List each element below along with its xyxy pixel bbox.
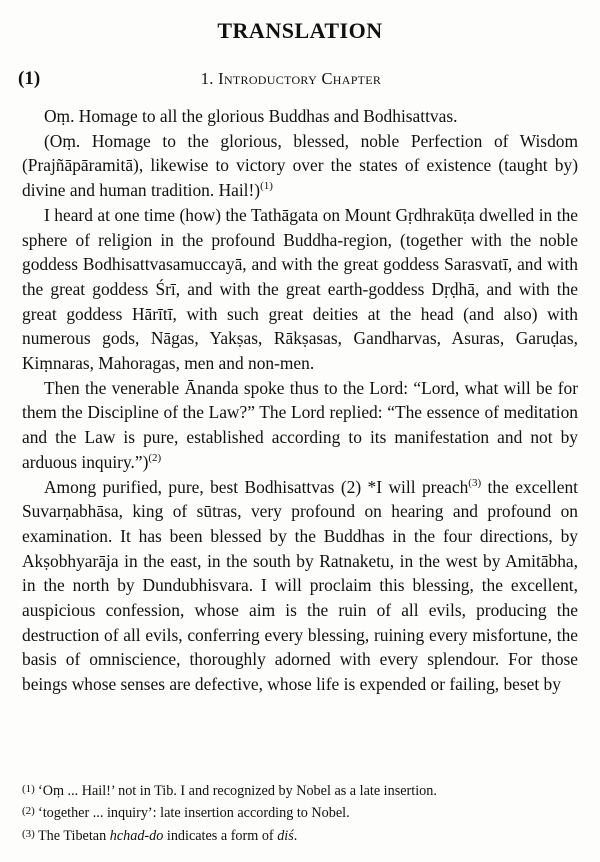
chapter-heading: 1. Introductory Chapter (200, 69, 382, 88)
paragraph-3: I heard at one time (how) the Tathāgata on Mount Gṛdhrakūṭa dwelled in the sphere of religion in the profound Buddha-region, (together with the noble goddess Bodhisattvasamuccayā, and with the great goddess Sarasvatī, and with the great goddess Śrī, and with the great earth-goddess Dṛḍhā, and with the great goddess Hārītī, with such great deities at the head (and also) with numerous gods, Nāgas, Yakṣas, Rākṣasas, Gandharvas, Asuras, Garuḍas, Kiṃnaras, Mahoragas, men and non-men. (22, 204, 578, 374)
page-number: (1) (18, 68, 41, 89)
paragraph-2-text: (Oṃ. Homage to the glorious, blessed, noble Perfection of Wisdom (Prajñāpāramitā), likewise to victory over the states of existence (taught by) divine and human tradition. Hail!) (22, 130, 578, 201)
paragraph-1: Oṃ. Homage to all the glorious Buddhas and Bodhisattvas. (44, 106, 458, 126)
body-text (0, 104, 600, 697)
paragraph-2 (22, 129, 578, 203)
footnote-1 (22, 781, 578, 802)
paragraph-5 (22, 475, 578, 697)
paragraph-5-text-a: Among purified, pure, best Bodhisattvas (2) *I will preach (44, 476, 469, 497)
paragraph-4 (22, 376, 578, 475)
footnote-ref-2[interactable]: (2) (148, 452, 162, 465)
chapter-header-row (0, 68, 600, 90)
footnote-3-mark: (3) (22, 827, 35, 840)
footnote-ref-3[interactable]: (3) (468, 476, 482, 489)
footnote-3-text-post: indicates a form of (163, 827, 278, 844)
footnote-rule (22, 776, 578, 777)
footnote-3 (22, 826, 578, 847)
footnote-ref-1[interactable]: (1) (260, 180, 273, 193)
paragraph-4-text: Then the venerable Ānanda spoke thus to the Lord: “Lord, what will be for them the Discipline of the Law?” The Lord replied: “The essence of meditation and the Law is pure, established according to its manifestation and not by arduous inquiry.”) (22, 377, 578, 472)
footnote-2-mark: (2) (22, 805, 35, 818)
footnote-3-italic-term: hchad-do (109, 827, 164, 844)
footnote-3-text-end: . (293, 827, 298, 844)
footnote-2 (22, 803, 578, 824)
paragraph-5-text-b: the excellent Suvarṇabhāsa, king of sūtras, very profound on hearing and profound on examination. It has been blessed by the Buddhas in the four directions, by Akṣobhyarāja in the east, in the south by Ratnaketu, in the west by Amitābha, in the north by Dundubhisvara. I will proclaim this blessing, the excellent, auspicious confession, whose aim is the ruin of all evils, producing the destruction of all evils, conferring every blessing, ruining every misfortune, the basis of omniscience, thoroughly adorned with every splendour. For those beings whose senses are defective, whose life is expended or failing, beset by (22, 476, 578, 695)
footnote-3-text-pre: The Tibetan (38, 827, 110, 844)
footnote-2-text: ‘together ... inquiry’: late insertion according to Nobel. (38, 805, 350, 822)
footnotes-block (22, 770, 578, 848)
footnote-1-mark: (1) (22, 783, 35, 796)
footnote-3-italic-term-2: diś (277, 827, 294, 844)
page-title: TRANSLATION (217, 18, 383, 43)
footnote-1-text: ‘Oṃ ... Hail!’ not in Tib. I and recognized by Nobel as a late insertion. (38, 783, 437, 800)
